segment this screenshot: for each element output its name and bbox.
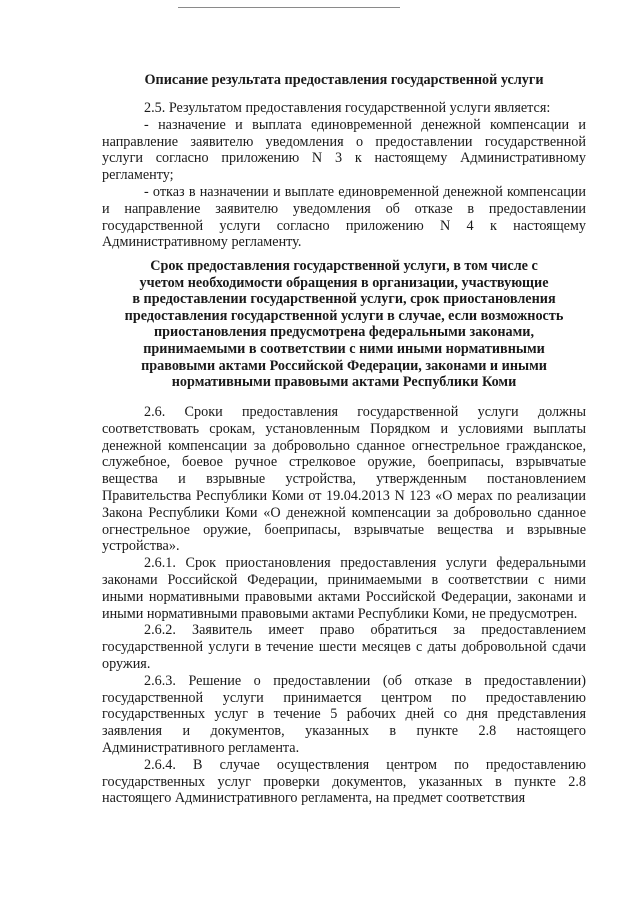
heading-line: в предоставлении государственной услуги, срок приостановления xyxy=(132,291,556,308)
paragraphs-2-6 xyxy=(102,404,586,807)
paragraph-2-5 xyxy=(102,100,586,251)
paragraph-2-6-3: 2.6.3. Решение о предоставлении (об отказе в предоставлении) государственной услуги принимается центром по предоставлению государственных услуг в течение 5 рабочих дней со дня представления заявления и документов, указанных в пункте 2.8 настоящего Административного регламента. xyxy=(102,672,586,756)
heading-line: предоставления государственной услуги в случае, если возможность xyxy=(124,307,564,324)
heading-line: Срок предоставления государственной услуги, в том числе с xyxy=(150,258,538,274)
heading-line: учетом необходимости обращения в организации, участвующие xyxy=(139,274,549,291)
section-title: Описание результата предоставления государственной услуги xyxy=(144,72,544,88)
scan-artifact-line xyxy=(178,7,400,8)
heading-line: нормативными правовыми актами Республики Коми xyxy=(171,374,517,391)
paragraph-2-5-intro: 2.5. Результатом предоставления государственной услуги является: xyxy=(144,100,551,116)
paragraph-2-5-item-2: - отказ в назначении и выплате единовременной денежной компенсации и направление заявителю уведомления об отказе в предоставлении государственной услуги согласно приложению N 4 к настоящему Административному регламенту. xyxy=(102,183,586,251)
section-heading-terms xyxy=(102,258,586,391)
paragraph-2-5-item-1: - назначение и выплата единовременной денежной компенсации и направление заявителю уведомления о предоставлении государственной услуги согласно приложению N 3 к настоящему Административному регламенту; xyxy=(102,116,586,184)
paragraph-2-6-1: 2.6.1. Срок приостановления предоставления услуги федеральными законами Российской Федерации, принимаемыми в соответствии с ними иными нормативными правовыми актами Российской Федерации, законами и иными нормативными правовыми актами Республики Коми, не предусмотрен. xyxy=(102,555,586,622)
paragraph-2-6-4: 2.6.4. В случае осуществления центром по предоставлению государственных услуг проверки документов, указанных в пункте 2.8 настоящего Административного регламента, на предмет соответствия xyxy=(102,756,586,807)
paragraph-2-6-2: 2.6.2. Заявитель имеет право обратиться за предоставлением государственной услуги в течение шести месяцев с даты добровольной сдачи оружия. xyxy=(102,622,586,672)
heading-line: приостановления предусмотрена федеральными законами, xyxy=(153,324,535,341)
heading-line: правовыми актами Российской Федерации, законами и иными xyxy=(141,357,547,374)
heading-line: принимаемыми в соответствии с ними иными нормативными xyxy=(143,340,545,357)
paragraph-2-6: 2.6. Сроки предоставления государственной услуги должны соответствовать срокам, установленным Порядком и условиями выплаты денежной компенсации за добровольно сданное огнестрельное гражданское, служебное, боевое ручное стрелковое оружие, боеприпасы, взрывчатые вещества и взрывные устройства, утвержденным постановлением Правительства Республики Коми от 19.04.2013 N 123 «О мерах по реализации Закона Республики Коми «О денежной компенсации за добровольно сданное огнестрельное оружие, боеприпасы, взрывчатые вещества и взрывные устройства». xyxy=(102,404,586,555)
